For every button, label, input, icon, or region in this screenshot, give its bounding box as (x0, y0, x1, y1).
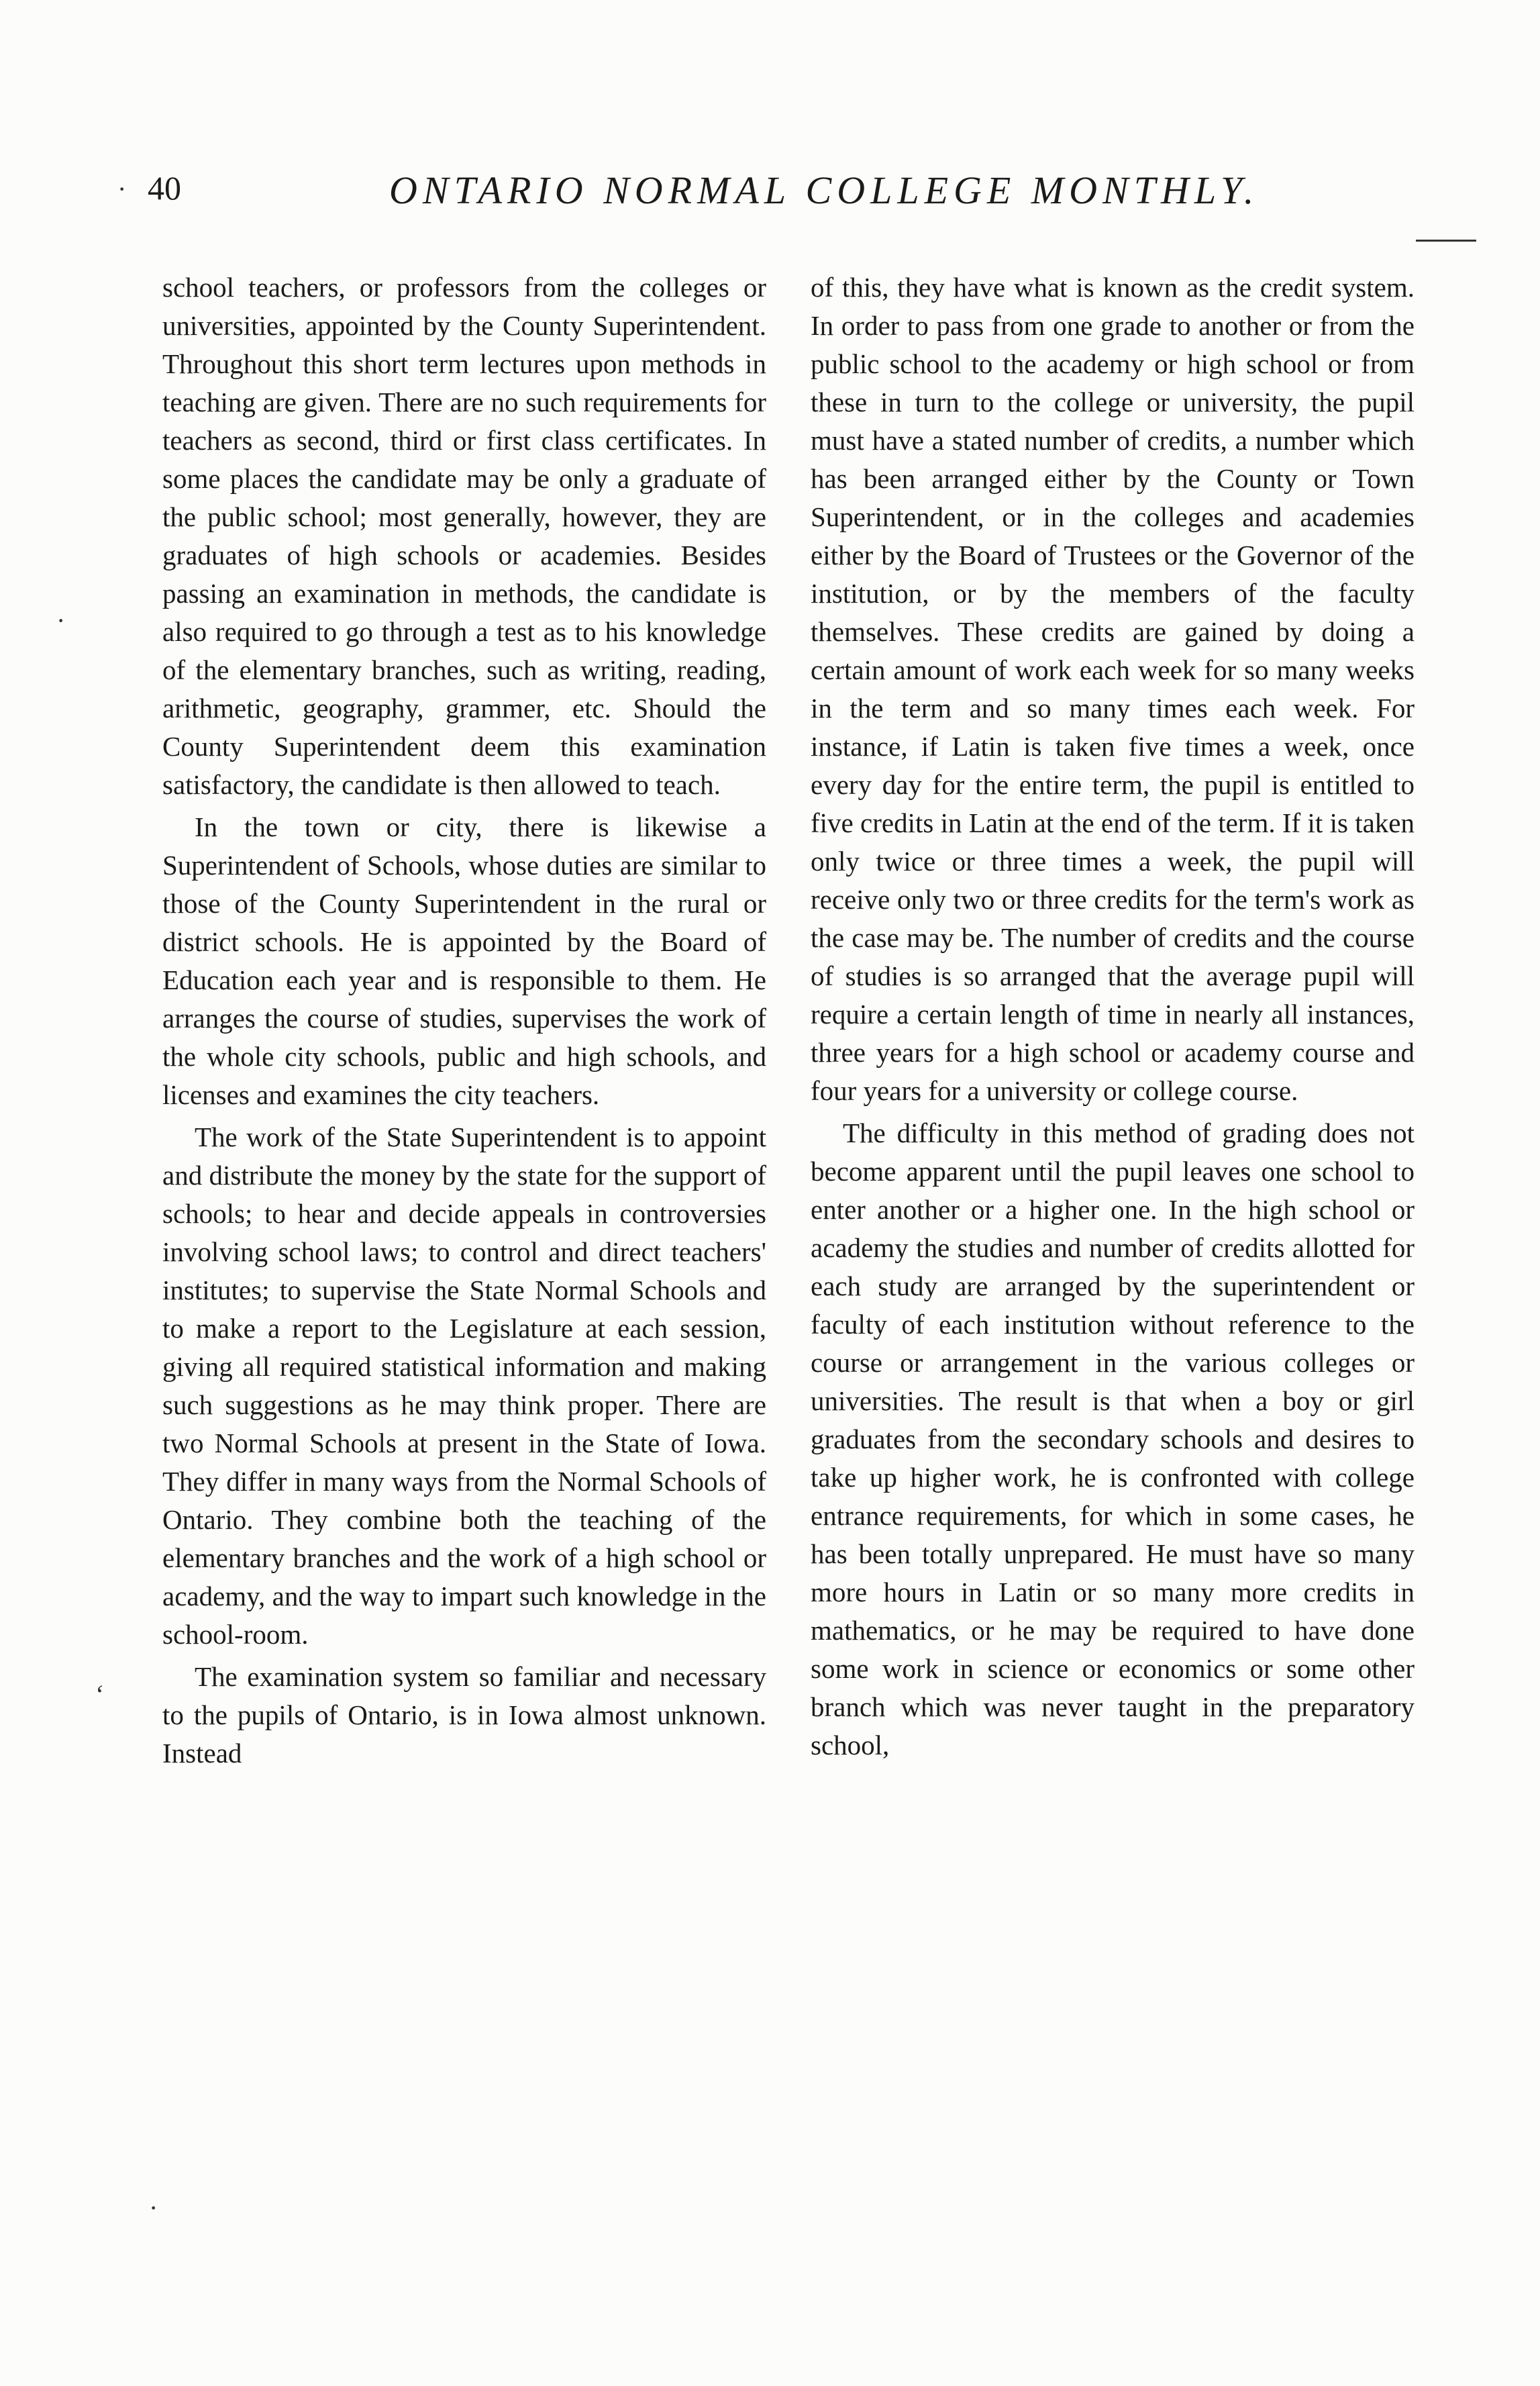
running-title: ONTARIO NORMAL COLLEGE MONTHLY. (389, 168, 1260, 212)
margin-dot: · (149, 2193, 158, 2223)
paragraph: of this, they have what is known as the credit system. In order to pass from one grade to another or from the public school to the academy or high school or from these in turn to the college or university, the pupil must have a stated number of credits, a number which has been arranged either by the County or Town Superintendent, or in the colleges and academies either by the Board of Trustees or the Governor of the institution, or by the members of the faculty themselves. These credits are gained by doing a certain amount of work each week for so many weeks in the term and so many times each week. For instance, if Latin is taken five times a week, once every day for the entire term, the pupil is entitled to five credits in Latin at the end of the term. If it is taken only twice or three times a week, the pupil will receive only two or three credits for the term's work as the case may be. The number of credits and the course of studies is so arranged that the average pupil will require a certain length of time in nearly all instances, three years for a high school or academy course and four years for a university or college course. (811, 272, 1415, 1106)
left-column (162, 268, 766, 1777)
margin-dot: · (56, 605, 66, 636)
paragraph: The difficulty in this method of grading does not become apparent until the pupil leaves one school to enter another or a higher one. In the high school or academy the studies and number of credits allotted for each study are arranged by the superintendent or faculty of each institution without reference to the course or arrangement in the various colleges or universities. The result is that when a boy or girl graduates from the secondary schools and desires to take up higher work, he is confronted with college entrance requirements, for which in some cases, he has been totally unprepared. He must have so many more hours in Latin or so many more credits in mathematics, or he may be required to have done some work in science or economics or some other branch which was never taught in the preparatory school, (811, 1117, 1415, 1760)
page-header (148, 168, 1423, 225)
page-number: 40 (148, 169, 181, 207)
paragraph: The examination system so familiar and necessary to the pupils of Ontario, is in Iowa almost unknown. Instead (162, 1661, 766, 1769)
paragraph: In the town or city, there is likewise a Superintendent of Schools, whose duties are similar to those of the County Superintendent in the rural or district schools. He is appointed by the Board of Education each year and is responsible to them. He arranges the course of studies, supervises the work of the whole city schools, public and high schools, and licenses and examines the city teachers. (162, 811, 766, 1110)
paragraph: school teachers, or professors from the colleges or universities, appointed by the County Superintendent. Throughout this short term lectures upon methods in teaching are given. There are no such requirements for teachers as second, third or first class certificates. In some places the candidate may be only a graduate of the public school; most generally, however, they are graduates of high schools or academies. Besides passing an examination in methods, the candidate is also required to go through a test as to his knowledge of the elementary branches, such as writing, reading, arithmetic, geography, grammer, etc. Should the County Superintendent deem this examination satisfactory, the candidate is then allowed to teach. (162, 272, 766, 800)
right-column (811, 268, 1415, 1769)
header-rule (1416, 240, 1476, 242)
margin-dot: · (117, 174, 127, 204)
margin-tick: ʻ (94, 1679, 103, 1709)
paragraph: The work of the State Superintendent is to appoint and distribute the money by the state for the support of schools; to hear and decide appeals in controversies involving school laws; to control and direct teachers' institutes; to supervise the State Normal Schools and to make a report to the Legislature at each session, giving all required statistical information and making such suggestions as he may think proper. There are two Normal Schools at present in the State of Iowa. They differ in many ways from the Normal Schools of Ontario. They combine both the teaching of the elementary branches and the work of a high school or academy, and the way to impart such knowledge in the school-room. (162, 1122, 766, 1650)
